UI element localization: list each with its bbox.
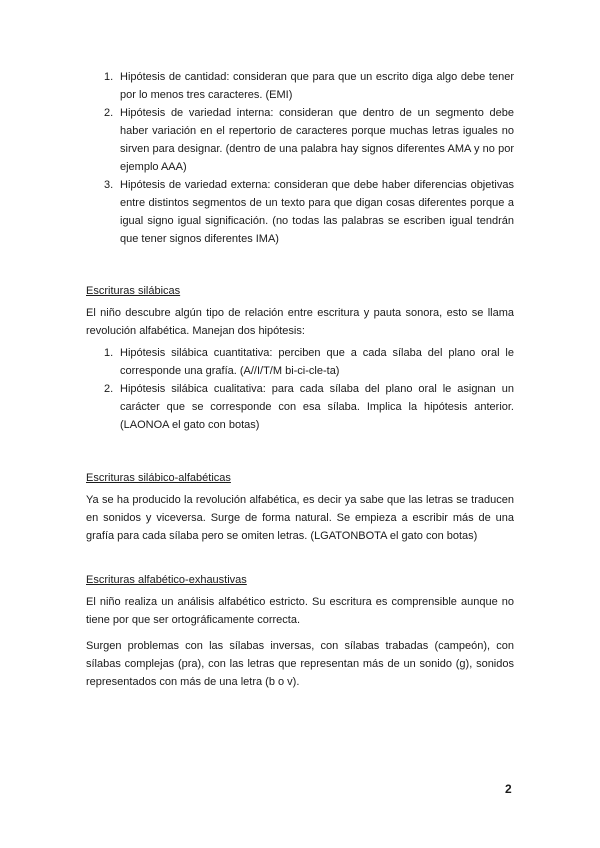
section-heading: Escrituras silábico-alfabéticas [86, 472, 231, 484]
list-text: Hipótesis de cantidad: consideran que para que un escrito diga algo debe tener por lo menos tres caracteres. (EMI) [120, 71, 514, 101]
list-number: 2. [104, 383, 114, 395]
section-paragraph: El niño realiza un análisis alfabético estricto. Su escritura es comprensible aunque no tiene por que ser ortográficamente correcta. [86, 596, 514, 626]
page-number: 2 [505, 782, 512, 796]
list-number: 1. [104, 71, 114, 83]
spacer [86, 545, 514, 571]
list-item [86, 344, 514, 380]
section-paragraph: Ya se ha producido la revolución alfabética, es decir ya sabe que las letras se traducen en sonidos y viceversa. Surge de forma natural. Se empieza a escribir más de una grafía para cada sílaba pero se omiten letras. (LGATONBOTA el gato con botas) [86, 494, 514, 542]
section-intro: El niño descubre algún tipo de relación entre escritura y pauta sonora, esto se llama revolución alfabética. Manejan dos hipótesis: [86, 307, 514, 337]
section-silabico-alfabeticas [86, 469, 514, 545]
list-item [86, 68, 514, 104]
list-number: 2. [104, 107, 114, 119]
section-paragraph: Surgen problemas con las sílabas inversas, con sílabas trabadas (campeón), con sílabas complejas (pra), con las letras que representan más de un sonido (g), sonidos representados con más de una letra (b o v). [86, 640, 514, 688]
section-silabicas [86, 282, 514, 434]
list-item [86, 176, 514, 248]
list-text: Hipótesis de variedad externa: consideran que debe haber diferencias objetivas entre distintos segmentos de un texto para que digan cosas diferentes porque a igual signo igual significación. (no todas las palabras se escriben igual tendrán que tener signos diferentes IMA) [120, 179, 514, 245]
list-text: Hipótesis silábica cuantitativa: perciben que a cada sílaba del plano oral le corresponde una grafía. (A//I/T/M bi-ci-cle-ta) [120, 347, 514, 377]
list-number: 3. [104, 179, 114, 191]
list-text: Hipótesis de variedad interna: consideran que dentro de un segmento debe haber variación en el repertorio de caracteres porque muchas letras iguales no sirven para designar. (dentro de una palabra hay signos diferentes AMA y no por ejemplo AAA) [120, 107, 514, 173]
section-heading: Escrituras alfabético-exhaustivas [86, 574, 247, 586]
section-heading: Escrituras silábicas [86, 285, 181, 297]
list-item [86, 104, 514, 176]
silabicas-list [86, 344, 514, 434]
list-text: Hipótesis silábica cualitativa: para cada sílaba del plano oral le asignan un carácter que se corresponde con esa sílaba. Implica la hipótesis anterior. (LAONOA el gato con botas) [120, 383, 514, 431]
page-content [86, 68, 514, 691]
hipotesis-list [86, 68, 514, 248]
spacer [86, 248, 514, 282]
list-item [86, 380, 514, 434]
spacer [86, 434, 514, 469]
section-alfabetico-exhaustivas [86, 571, 514, 691]
list-number: 1. [104, 347, 114, 359]
